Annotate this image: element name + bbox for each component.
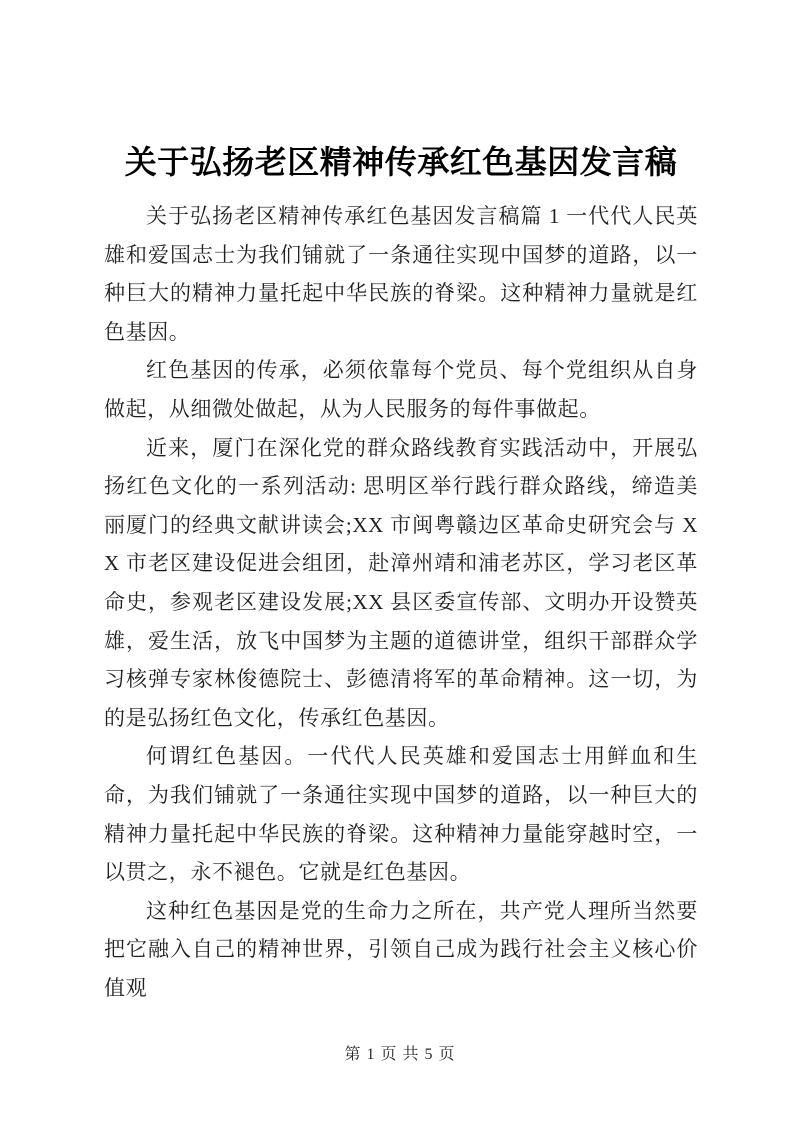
page-number: 第 1 页 共 5 页 <box>344 1046 456 1063</box>
paragraph: 红色基因的传承，必须依靠每个党员、每个党组织从自身做起，从细微处做起，从为人民服务的每件事做起。 <box>104 358 698 421</box>
paragraph: 近来，厦门在深化党的群众路线教育实践活动中，开展弘扬红色文化的一系列活动: 思明区举行践行群众路线，缔造美丽厦门的经典文献讲读会;XX 市闽粤赣边区革命史研究会与 XX 市老区建设促进会组团，赴漳州靖和浦老苏区，学习老区革命史，参观老区建设发展;XX 县区委宣传部、文明办开设赞英雄，爱生活，放飞中国梦为主题的道德讲堂，组织干部群众学习核弹专家林俊德院士、彭德清将军的革命精神。这一切，为的是弘扬红色文化，传承红色基因。 <box>104 435 698 730</box>
paragraph: 关于弘扬老区精神传承红色基因发言稿篇 1 一代代人民英雄和爱国志士为我们铺就了一条通往实现中国梦的道路，以一种巨大的精神力量托起中华民族的脊梁。这种精神力量就是红色基因。 <box>104 204 698 344</box>
paragraph: 何谓红色基因。一代代人民英雄和爱国志士用鲜血和生命，为我们铺就了一条通往实现中国梦的道路，以一种巨大的精神力量托起中华民族的脊梁。这种精神力量能穿越时空，一以贯之，永不褪色。它就是红色基因。 <box>104 744 698 885</box>
paragraph: 这种红色基因是党的生命力之所在，共产党人理所当然要把它融入自己的精神世界，引领自己成为践行社会主义核心价值观 <box>104 898 698 1000</box>
document-title: 关于弘扬老区精神传承红色基因发言稿 <box>124 144 678 180</box>
